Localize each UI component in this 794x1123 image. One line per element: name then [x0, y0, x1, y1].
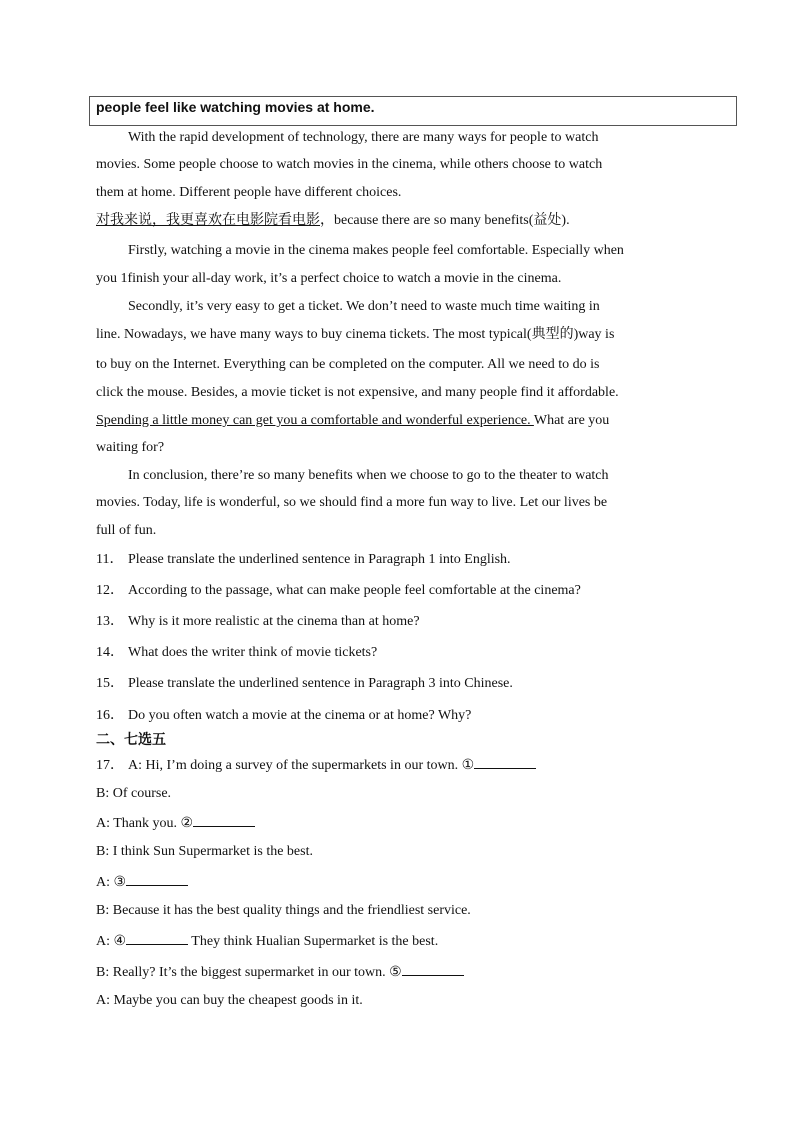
question-15: 15． Please translate the underlined sentence in Paragraph 3 into Chinese.	[96, 676, 513, 691]
question-12: 12． According to the passage, what can make people feel comfortable at the cinema?	[96, 583, 581, 598]
passage-p1-line4: 对我来说，我更喜欢在电影院看电影，because there are so many benefits(益处).	[96, 213, 570, 228]
dialogue-line-4: B: I think Sun Supermarket is the best.	[96, 844, 313, 859]
question-13: 13． Why is it more realistic at the cinema than at home?	[96, 614, 420, 629]
passage-p2-line1: Firstly, watching a movie in the cinema makes people feel comfortable. Especially when	[128, 243, 624, 258]
passage-p3-line4: click the mouse. Besides, a movie ticket is not expensive, and many people find it affordable.	[96, 385, 619, 400]
passage-p4-line3: full of fun.	[96, 523, 157, 538]
dialogue-line-9: A: Maybe you can buy the cheapest goods in it.	[96, 993, 363, 1008]
section-title: 二、七选五	[96, 732, 166, 748]
passage-p3-line6: waiting for?	[96, 440, 165, 455]
dialogue-line-5: A: ③	[96, 871, 188, 893]
passage-p1-line1: With the rapid development of technology, there are many ways for people to watch	[128, 130, 599, 145]
passage-p1-line3: them at home. Different people have different choices.	[96, 185, 402, 200]
dialogue-line-6: B: Because it has the best quality things and the friendliest service.	[96, 903, 471, 918]
answer-blank-2[interactable]	[193, 812, 255, 827]
answer-blank-5[interactable]	[402, 961, 464, 976]
question-16: 16． Do you often watch a movie at the cinema or at home? Why?	[96, 708, 472, 723]
dialogue-line-7: A: ④ They think Hualian Supermarket is the best.	[96, 930, 438, 952]
dialogue-line-1: 17． A: Hi, I’m doing a survey of the supermarkets in our town. ①	[96, 754, 536, 776]
answer-blank-3[interactable]	[126, 871, 188, 886]
passage-p3-line2: line. Nowadays, we have many ways to buy cinema tickets. The most typical(典型的)way is	[96, 327, 615, 342]
passage-p1-line2: movies. Some people choose to watch movies in the cinema, while others choose to watch	[96, 157, 603, 172]
question-11: 11． Please translate the underlined sentence in Paragraph 1 into English.	[96, 552, 511, 567]
box-heading-text: people feel like watching movies at home.	[96, 99, 375, 115]
dialogue-line-3: A: Thank you. ②	[96, 812, 255, 834]
passage-p4-line1: In conclusion, there’re so many benefits when we choose to go to the theater to watch	[128, 468, 609, 483]
answer-blank-4[interactable]	[126, 930, 188, 945]
passage-p2-line2: you 1finish your all-day work, it’s a perfect choice to watch a movie in the cinema.	[96, 271, 562, 286]
underlined-sentence-p3: Spending a little money can get you a comfortable and wonderful experience.	[96, 413, 534, 428]
passage-p4-line2: movies. Today, life is wonderful, so we should find a more fun way to live. Let our lives be	[96, 495, 608, 510]
dialogue-line-8: B: Really? It’s the biggest supermarket in our town. ⑤	[96, 961, 464, 983]
answer-blank-1[interactable]	[474, 754, 536, 769]
question-14: 14． What does the writer think of movie tickets?	[96, 645, 378, 660]
passage-p3-line3: to buy on the Internet. Everything can be completed on the computer. All we need to do is	[96, 357, 600, 372]
dialogue-line-2: B: Of course.	[96, 786, 172, 801]
underlined-sentence-p1: 对我来说，我更喜欢在电影院看电影	[96, 213, 320, 228]
passage-p3-line1: Secondly, it’s very easy to get a ticket. We don’t need to waste much time waiting in	[128, 299, 600, 314]
passage-p3-line5: Spending a little money can get you a comfortable and wonderful experience. What are you	[96, 413, 610, 428]
